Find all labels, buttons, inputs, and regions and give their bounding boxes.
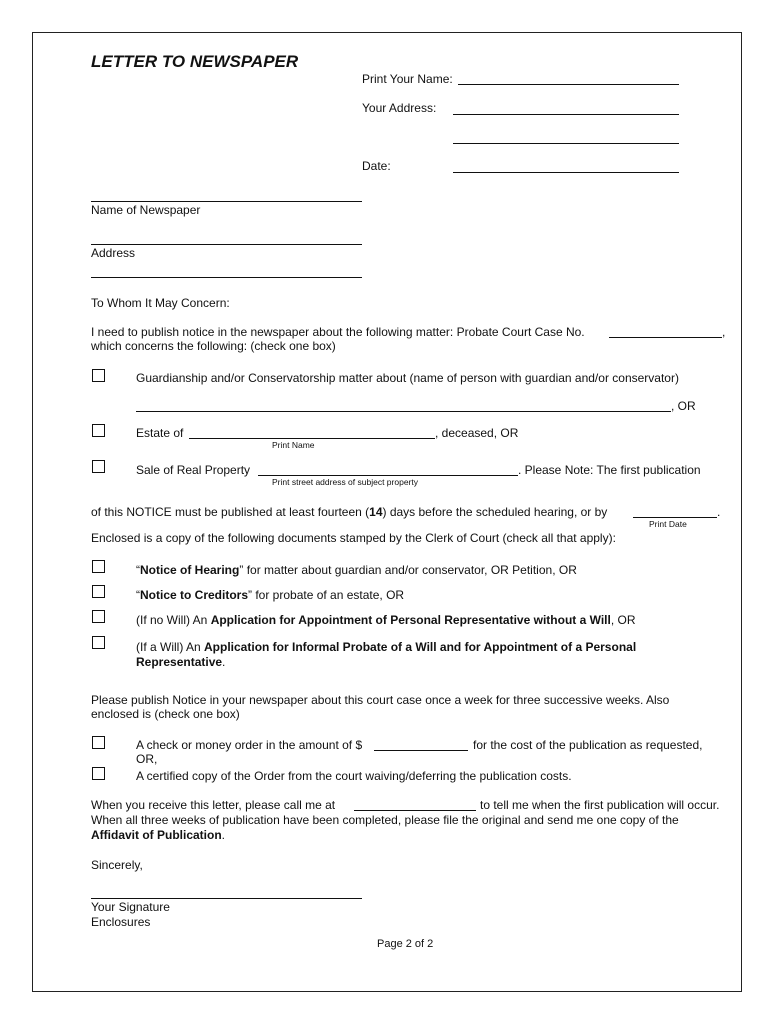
guardianship-person-field[interactable] [136, 411, 671, 412]
notice-of-hearing-label: “Notice of Hearing” for matter about guardian and/or conservator, OR Petition, OR [136, 563, 577, 577]
guardianship-or: , OR [671, 399, 696, 413]
enclosed-label: Enclosed is a copy of the following documents stamped by the Clerk of Court (check all that apply): [91, 531, 616, 545]
estate-label: Estate of [136, 426, 184, 440]
intro-text: I need to publish notice in the newspaper about the following matter: Probate Court Case No. [91, 325, 585, 339]
notice-prefix: of this NOTICE must be published at least fourteen ( [91, 505, 370, 519]
print-date-hint: Print Date [649, 519, 687, 529]
street-address-hint: Print street address of subject property [272, 477, 418, 487]
publish-line-1: Please publish Notice in your newspaper about this court case once a week for three successive weeks. Also [91, 693, 670, 707]
certified-copy-checkbox[interactable] [92, 767, 105, 780]
estate-suffix: , deceased, OR [435, 426, 519, 440]
estate-name-field[interactable] [189, 438, 435, 439]
sale-label: Sale of Real Property [136, 463, 251, 477]
check-payment-label: A check or money order in the amount of $ [136, 738, 363, 752]
check-payment-checkbox[interactable] [92, 736, 105, 749]
date-field[interactable] [453, 172, 679, 173]
notice-of-hearing-checkbox[interactable] [92, 560, 105, 573]
guardianship-checkbox[interactable] [92, 369, 105, 382]
your-address-field-1[interactable] [453, 114, 679, 115]
will-application-checkbox[interactable] [92, 636, 105, 649]
print-name-hint: Print Name [272, 440, 315, 450]
sale-suffix: . Please Note: The first publication [518, 463, 701, 477]
page-title: LETTER TO NEWSPAPER [91, 52, 299, 71]
newspaper-address-field-1[interactable] [91, 244, 362, 245]
notice-to-creditors-checkbox[interactable] [92, 585, 105, 598]
case-number-field[interactable] [609, 337, 722, 338]
your-address-label: Your Address: [362, 101, 437, 115]
page-number: Page 2 of 2 [377, 938, 434, 950]
print-date-field[interactable] [633, 517, 717, 518]
date-label: Date: [362, 159, 391, 173]
estate-checkbox[interactable] [92, 424, 105, 437]
call-me-prefix: When you receive this letter, please call me at [91, 798, 336, 812]
notice-line [91, 505, 607, 519]
will-application-label-2: Representative. [136, 655, 226, 669]
check-payment-suffix: for the cost of the publication as requested, [473, 738, 703, 752]
notice-suffix: ) days before the scheduled hearing, or by [382, 505, 608, 519]
newspaper-address-field-2[interactable] [91, 277, 362, 278]
greeting: To Whom It May Concern: [91, 296, 230, 310]
property-address-field[interactable] [258, 475, 518, 476]
print-name-label: Print Your Name: [362, 72, 453, 86]
sincerely: Sincerely, [91, 858, 143, 872]
certified-copy-label: A certified copy of the Order from the court waiving/deferring the publication costs. [136, 769, 572, 783]
intro-line-1 [91, 325, 585, 339]
closing-line-3: Affidavit of Publication. [91, 828, 226, 842]
signature-field[interactable] [91, 898, 362, 899]
guardianship-label: Guardianship and/or Conservatorship matter about (name of person with guardian and/or conservator) [136, 371, 679, 385]
newspaper-name-label: Name of Newspaper [91, 203, 201, 217]
will-application-label: (If a Will) An Application for Informal Probate of a Will and for Appointment of a Personal [136, 640, 637, 654]
publish-line-2: enclosed is (check one box) [91, 707, 240, 721]
signature-label: Your Signature [91, 900, 170, 914]
intro-line-2: which concerns the following: (check one box) [91, 339, 336, 353]
phone-field[interactable] [354, 810, 476, 811]
check-amount-field[interactable] [374, 750, 468, 751]
call-me-suffix: to tell me when the first publication will occur. [480, 798, 720, 812]
your-address-field-2[interactable] [453, 143, 679, 144]
check-payment-or: OR, [136, 752, 158, 766]
no-will-application-checkbox[interactable] [92, 610, 105, 623]
no-will-application-label: (If no Will) An Application for Appointment of Personal Representative without a Will, OR [136, 613, 636, 627]
closing-line-2: When all three weeks of publication have been completed, please file the original and send me one copy of the [91, 813, 679, 827]
notice-days: 14 [369, 505, 383, 519]
newspaper-address-label: Address [91, 246, 136, 260]
newspaper-name-field[interactable] [91, 201, 362, 202]
print-name-field[interactable] [458, 84, 679, 85]
notice-to-creditors-label: “Notice to Creditors” for probate of an estate, OR [136, 588, 405, 602]
sale-checkbox[interactable] [92, 460, 105, 473]
notice-period: . [717, 505, 721, 519]
enclosures-label: Enclosures [91, 915, 151, 929]
